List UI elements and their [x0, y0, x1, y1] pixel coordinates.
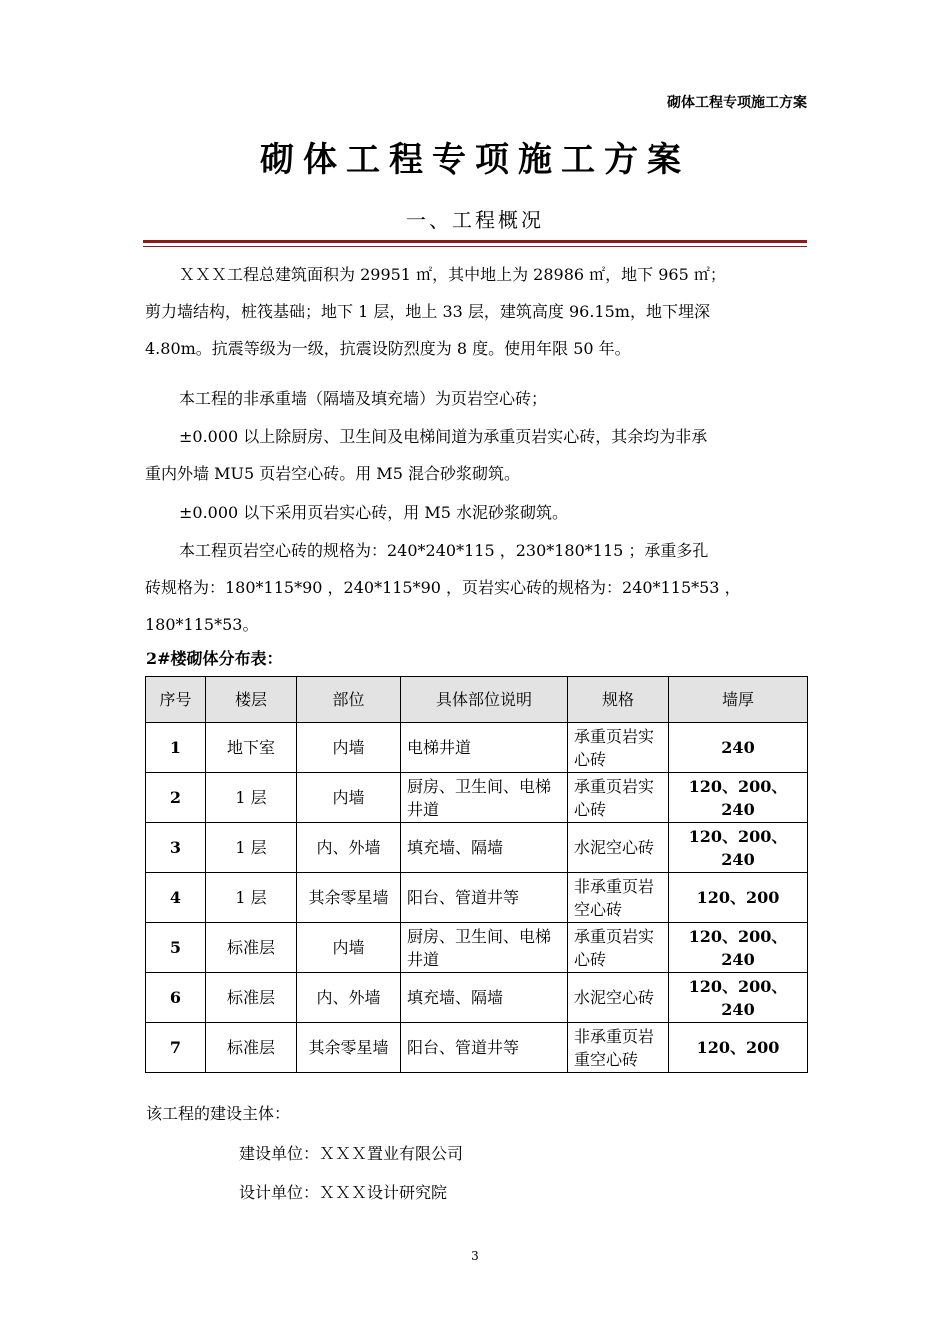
cell-spec: 承重页岩实心砖: [568, 773, 669, 823]
cell-no: 3: [146, 823, 206, 873]
cell-spec: 承重页岩实心砖: [568, 923, 669, 973]
cell-thickness: 120、200: [669, 1023, 808, 1073]
below-zero-paragraph: ±0.000 以下采用页岩实心砖，用 M5 水泥砂浆砌筑。: [179, 503, 569, 522]
overview-line-3: 4.80m。抗震等级为一级，抗震设防烈度为 8 度。使用年限 50 年。: [145, 339, 631, 358]
cell-part: 其余零星墙: [297, 873, 401, 923]
cell-part: 内、外墙: [297, 823, 401, 873]
builder-line: 建设单位：ＸＸＸ置业有限公司: [239, 1144, 464, 1163]
section-heading: 一、工程概况: [406, 208, 544, 232]
heading-rule-thin: [143, 246, 807, 247]
table-caption: 2#楼砌体分布表：: [146, 649, 283, 668]
owners-heading: 该工程的建设主体：: [146, 1104, 291, 1123]
cell-spec: 非承重页岩空心砖: [568, 873, 669, 923]
cell-thickness: 120、200: [669, 873, 808, 923]
cell-thickness: 120、200、240: [669, 923, 808, 973]
header-no: 序号: [146, 677, 206, 723]
cell-no: 5: [146, 923, 206, 973]
running-header: 砌体工程专项施工方案: [667, 95, 807, 111]
cell-no: 2: [146, 773, 206, 823]
cell-detail: 填充墙、隔墙: [401, 823, 568, 873]
table-row: [146, 873, 808, 923]
brick-spec-line-3: 180*115*53。: [145, 615, 259, 634]
designer-line: 设计单位：ＸＸＸ设计研究院: [239, 1183, 448, 1202]
cell-floor: 1 层: [206, 823, 297, 873]
brick-spec-line-1: 本工程页岩空心砖的规格为：240*240*115 ，230*180*115 ；承重多孔: [179, 541, 709, 560]
masonry-distribution-table: [145, 676, 808, 1073]
table-row: [146, 823, 808, 873]
table-row: [146, 923, 808, 973]
table-row: [146, 1023, 808, 1073]
cell-floor: 标准层: [206, 923, 297, 973]
header-floor: 楼层: [206, 677, 297, 723]
cell-floor: 标准层: [206, 973, 297, 1023]
cell-no: 6: [146, 973, 206, 1023]
document-title: 砌体工程专项施工方案: [260, 140, 690, 180]
cell-thickness: 240: [669, 723, 808, 773]
cell-floor: 地下室: [206, 723, 297, 773]
cell-part: 内墙: [297, 723, 401, 773]
overview-line-2: 剪力墙结构，桩筏基础；地下 1 层，地上 33 层，建筑高度 96.15m，地下埋深: [145, 302, 710, 321]
cell-detail: 填充墙、隔墙: [401, 973, 568, 1023]
cell-floor: 标准层: [206, 1023, 297, 1073]
cell-thickness: 120、200、240: [669, 773, 808, 823]
cell-detail: 阳台、管道井等: [401, 1023, 568, 1073]
cell-no: 1: [146, 723, 206, 773]
table-header-row: [146, 677, 808, 723]
table-row: [146, 773, 808, 823]
cell-no: 4: [146, 873, 206, 923]
cell-detail: 厨房、卫生间、电梯井道: [401, 923, 568, 973]
above-zero-line-1: ±0.000 以上除厨房、卫生间及电梯间道为承重页岩实心砖，其余均为非承: [179, 427, 708, 446]
cell-spec: 水泥空心砖: [568, 973, 669, 1023]
cell-detail: 阳台、管道井等: [401, 873, 568, 923]
header-thickness: 墙厚: [669, 677, 808, 723]
cell-part: 内、外墙: [297, 973, 401, 1023]
header-detail: 具体部位说明: [401, 677, 568, 723]
table-row: [146, 973, 808, 1023]
cell-spec: 承重页岩实心砖: [568, 723, 669, 773]
cell-spec: 水泥空心砖: [568, 823, 669, 873]
cell-floor: 1 层: [206, 873, 297, 923]
cell-thickness: 120、200、240: [669, 973, 808, 1023]
cell-part: 内墙: [297, 773, 401, 823]
cell-no: 7: [146, 1023, 206, 1073]
heading-rule-thick: [143, 240, 807, 243]
cell-part: 内墙: [297, 923, 401, 973]
brick-spec-line-2: 砖规格为：180*115*90 ，240*115*90 ，页岩实心砖的规格为：240*115*53 ，: [145, 578, 741, 597]
header-spec: 规格: [568, 677, 669, 723]
overview-line-1: ＸＸＸ工程总建筑面积为 29951 ㎡，其中地上为 28986 ㎡，地下 965 ㎡；: [179, 265, 726, 284]
above-zero-line-2: 重内外墙 MU5 页岩空心砖。用 M5 混合砂浆砌筑。: [145, 464, 520, 483]
non-bearing-wall-paragraph: 本工程的非承重墙（隔墙及填充墙）为页岩空心砖；: [179, 389, 548, 408]
cell-detail: 厨房、卫生间、电梯井道: [401, 773, 568, 823]
cell-spec: 非承重页岩重空心砖: [568, 1023, 669, 1073]
cell-thickness: 120、200、240: [669, 823, 808, 873]
header-part: 部位: [297, 677, 401, 723]
table-row: [146, 723, 808, 773]
cell-part: 其余零星墙: [297, 1023, 401, 1073]
page-number: 3: [471, 1249, 479, 1263]
cell-floor: 1 层: [206, 773, 297, 823]
cell-detail: 电梯井道: [401, 723, 568, 773]
